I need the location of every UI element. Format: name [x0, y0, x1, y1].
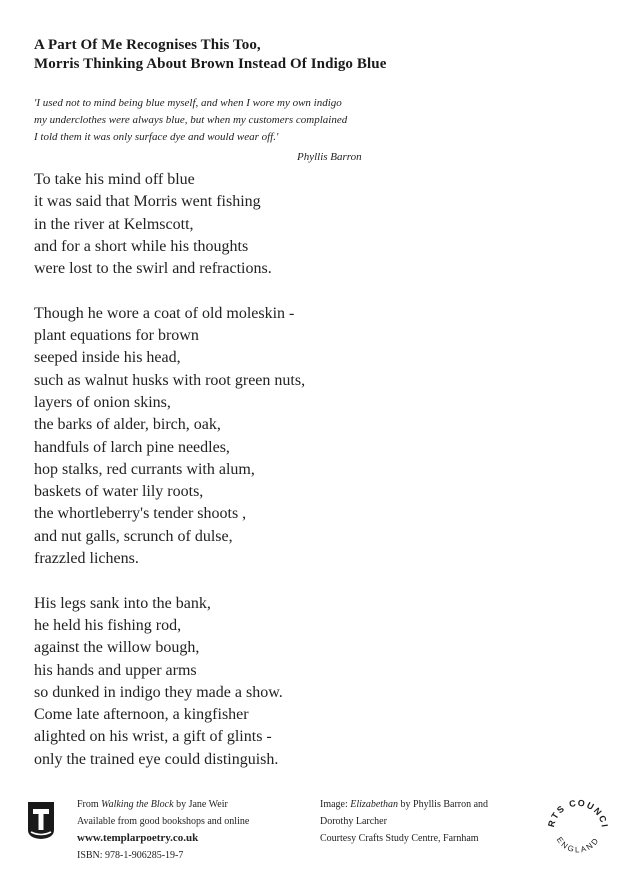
- epigraph-line: I told them it was only surface dye and would wear off.': [34, 131, 279, 143]
- poem-line: layers of onion skins,: [34, 393, 171, 411]
- svg-text:ENGLAND: [555, 835, 602, 854]
- poem-line: the barks of alder, birch, oak,: [34, 416, 221, 434]
- image-credit: [320, 796, 530, 847]
- publication-info: [77, 796, 307, 864]
- image-title: Elizabethan: [350, 799, 399, 810]
- source-author: by Jane Weir: [173, 799, 228, 810]
- stanza-3: [34, 593, 514, 771]
- epigraph-attribution: Phyllis Barron: [297, 151, 362, 163]
- stanza-2: [34, 303, 514, 571]
- epigraph-line: 'I used not to mind being blue myself, and when I wore my own indigo: [34, 97, 342, 109]
- poem-line: baskets of water lily roots,: [34, 483, 204, 501]
- image-prefix: Image:: [320, 799, 351, 810]
- poem-line: the whortleberry's tender shoots ,: [34, 505, 247, 523]
- image-credit-line-1: [320, 796, 530, 813]
- poem-line: it was said that Morris went fishing: [34, 193, 261, 211]
- poem-line: and nut galls, scrunch of dulse,: [34, 527, 233, 545]
- poem-line: he held his fishing rod,: [34, 616, 182, 634]
- poem-line: Though he wore a coat of old moleskin -: [34, 304, 295, 322]
- source-line: [77, 796, 307, 813]
- poem-line: alighted on his wrist, a gift of glints -: [34, 728, 272, 746]
- poem-line: His legs sank into the bank,: [34, 594, 211, 612]
- poem-line: To take his mind off blue: [34, 171, 195, 188]
- epigraph: [34, 95, 374, 146]
- poem-line: his hands and upper arms: [34, 661, 197, 679]
- arts-council-logo-icon: [540, 790, 615, 865]
- image-artist: by Phyllis Barron and: [398, 799, 489, 810]
- title-line-2: Morris Thinking About Brown Instead Of Indigo Blue: [34, 56, 387, 72]
- templar-poetry-logo-icon: [26, 800, 56, 840]
- source-book-title: Walking the Block: [101, 799, 174, 810]
- poem-line: against the willow bough,: [34, 639, 200, 657]
- poem-line: so dunked in indigo they made a show.: [34, 683, 283, 701]
- poem-title: [34, 36, 386, 74]
- image-credit-line-3: Courtesy Crafts Study Centre, Farnham: [320, 833, 479, 844]
- svg-text:ARTS COUNCIL: [540, 790, 610, 829]
- poem-line: only the trained eye could distinguish.: [34, 750, 279, 768]
- poem-line: Come late afternoon, a kingfisher: [34, 706, 249, 724]
- source-prefix: From: [77, 799, 102, 810]
- poem-body: [34, 169, 514, 793]
- poem-line: hop stalks, red currants with alum,: [34, 460, 255, 478]
- website-link[interactable]: www.templarpoetry.co.uk: [77, 832, 199, 844]
- footer: [0, 790, 621, 870]
- poem-line: plant equations for brown: [34, 327, 199, 345]
- poem-line: such as walnut husks with root green nuts,: [34, 371, 306, 389]
- poem-line: were lost to the swirl and refractions.: [34, 260, 272, 278]
- stanza-1: [34, 169, 514, 280]
- arts-council-top-text: RTS COUNCI: [546, 797, 610, 829]
- poem-line: frazzled lichens.: [34, 550, 139, 568]
- isbn-text: ISBN: 978-1-906285-19-7: [77, 850, 184, 861]
- poem-line: seeped inside his head,: [34, 349, 181, 367]
- arts-council-bottom-text: ENGLAND: [554, 835, 602, 855]
- poem-line: in the river at Kelmscott,: [34, 215, 194, 233]
- poem-line: and for a short while his thoughts: [34, 237, 249, 255]
- epigraph-line: my underclothes were always blue, but when my customers complained: [34, 114, 348, 126]
- poem-line: handfuls of larch pine needles,: [34, 438, 230, 456]
- image-credit-line-2: Dorothy Larcher: [320, 816, 387, 827]
- availability-text: Available from good bookshops and online: [77, 816, 250, 827]
- title-line-1: A Part Of Me Recognises This Too,: [34, 37, 261, 53]
